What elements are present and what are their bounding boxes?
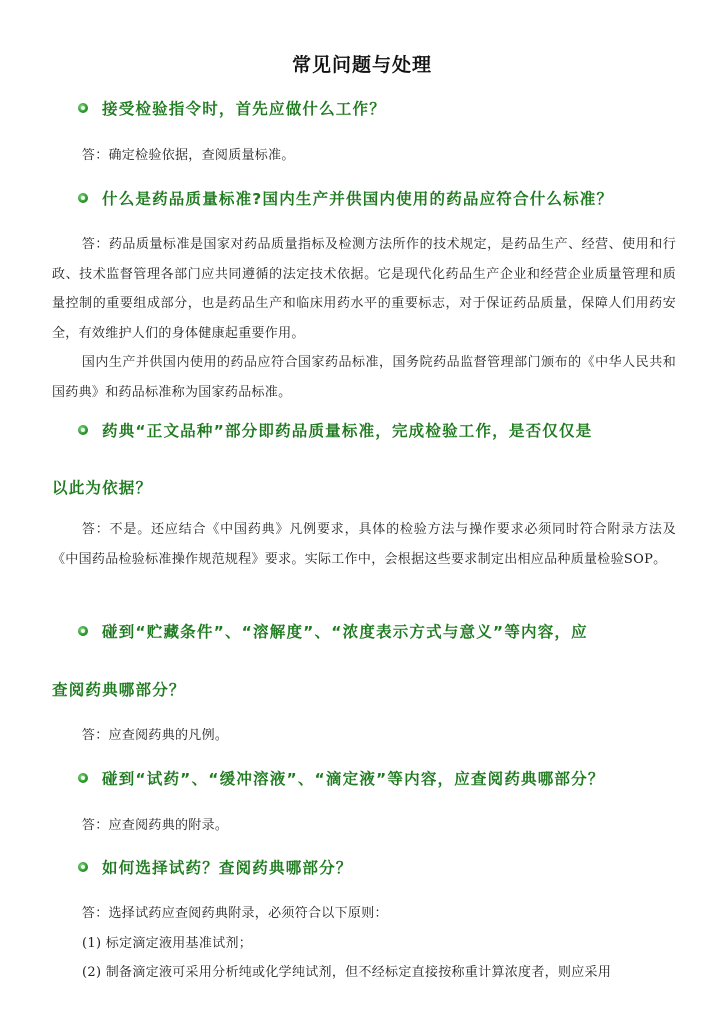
bullet-icon (78, 773, 88, 783)
answer-paragraph: 答：应查阅药典的凡例。 (81, 728, 229, 743)
answer-paragraph: 答：应查阅药典的附录。 (81, 818, 229, 833)
answer-paragraph: 答：药品质量标准是国家对药品质量指标及检测方法所作的技术规定，是药品生产、经营、使用和行政、技术监督管理各部门应共同遵循的法定技术依据。它是现代化药品生产企业和经营企业质量管理和质量控制的重要组成部分，也是药品生产和临床用药水平的重要标志，对于保证药品质量，保障人们用药安全，有效维护人们的身体健康起重要作用。 (52, 237, 676, 341)
answer-list-item: (2) 制备滴定液可采用分析纯或化学纯试剂，但不经标定直接按称重计算浓度者，则应采用 (82, 965, 612, 980)
question-text: 接受检验指令时，首先应做什么工作？ (102, 100, 386, 118)
bullet-icon (78, 425, 88, 435)
question-text-line2: 以此为依据？ (52, 479, 153, 497)
question-heading (52, 188, 684, 210)
question-text: 碰到“试药”、“缓冲溶液”、“滴定液”等内容，应查阅药典哪部分？ (102, 770, 605, 788)
question-text: 什么是药品质量标准?国内生产并供国内使用的药品应符合什么标准？ (102, 190, 614, 208)
answer-paragraph: 国内生产并供国内使用的药品应符合国家药品标准，国务院药品监督管理部门颁布的《中华人民共和国药典》和药品标准称为国家药品标准。 (52, 355, 676, 400)
bullet-icon (78, 626, 88, 636)
answer-list-item: (1) 标定滴定液用基准试剂； (82, 935, 253, 951)
question-heading-continued (52, 679, 684, 701)
question-heading (52, 768, 684, 790)
question-text-line2: 查阅药典哪部分？ (52, 681, 186, 699)
question-heading (52, 420, 684, 442)
answer-paragraph: 答：确定检验依据，查阅质量标准。 (81, 148, 295, 163)
answer-paragraph: 答：选择试药应查阅药典附录，必须符合以下原则： (81, 906, 388, 921)
bullet-icon (78, 862, 88, 872)
page-title: 常见问题与处理 (291, 54, 432, 76)
answer-paragraph: 答：不是。还应结合《中国药典》凡例要求，具体的检验方法与操作要求必须同时符合附录方法及《中国药品检验标准操作规范规程》要求。实际工作中，会根据这些要求制定出相应品种质量检验SOP。 (52, 522, 676, 567)
bullet-icon (78, 193, 88, 203)
question-heading-continued (52, 477, 684, 499)
answer-block (52, 899, 676, 988)
question-text-line1: 药典“正文品种”部分即药品质量标准，完成检验工作，是否仅仅是 (102, 422, 593, 440)
question-text-line1: 碰到“贮藏条件”、“溶解度”、“浓度表示方式与意义”等内容，应 (102, 623, 588, 641)
question-heading (52, 857, 684, 879)
question-heading (52, 621, 684, 643)
question-text: 如何选择试药？查阅药典哪部分？ (102, 859, 353, 877)
answer-block (52, 811, 676, 841)
answer-block (52, 721, 676, 751)
answer-block (52, 141, 676, 171)
question-heading (52, 98, 684, 120)
bullet-icon (78, 103, 88, 113)
answer-block (52, 230, 676, 407)
answer-block (52, 515, 676, 574)
